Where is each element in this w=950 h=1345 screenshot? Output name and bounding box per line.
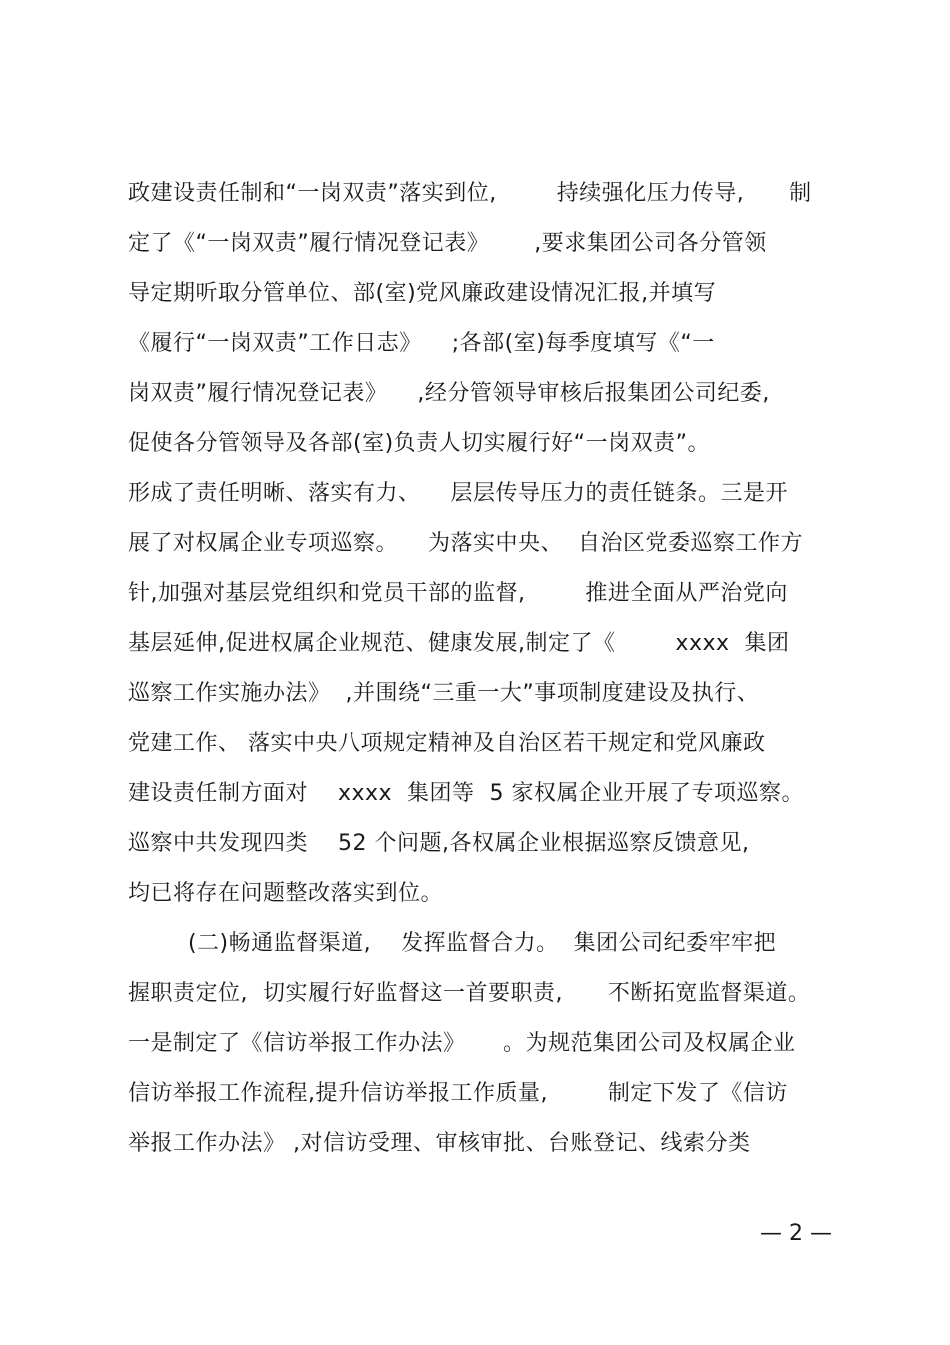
text-line: 岗双责”履行情况登记表》 ,经分管领导审核后报集团公司纪委, [128,381,770,406]
text-line: 一是制定了《信访举报工作办法》 。为规范集团公司及权属企业 [128,1031,796,1056]
text-line: 《履行“一岗双责”工作日志》 ;各部(室)每季度填写《“一 [128,331,715,356]
text-line: 定了《“一岗双责”履行情况登记表》 ,要求集团公司各分管领 [128,231,767,256]
text-line: 基层延伸,促进权属企业规范、健康发展,制定了《 xxxx 集团 [128,631,790,656]
text-line: 建设责任制方面对 xxxx 集团等 5 家权属企业开展了专项巡察。 [128,781,805,806]
text-line: 展了对权属企业专项巡察。 为落实中央、 自治区党委巡察工作方 [128,531,803,556]
text-line: 针,加强对基层党组织和党员干部的监督, 推进全面从严治党向 [128,581,788,606]
text-line: 信访举报工作流程,提升信访举报工作质量, 制定下发了《信访 [128,1081,788,1106]
page-number: — 2 — [760,1221,832,1246]
text-line: 握职责定位, 切实履行好监督这一首要职责, 不断拓宽监督渠道。 [128,981,811,1006]
text-line: (二)畅通监督渠道, 发挥监督合力。 集团公司纪委牢牢把 [128,931,777,956]
text-line: 巡察工作实施办法》 ,并围绕“三重一大”事项制度建设及执行、 [128,681,760,706]
text-line: 均已将存在问题整改落实到位。 [128,881,444,906]
text-line: 政建设责任制和“一岗双责”落实到位, 持续强化压力传导, 制 [128,181,812,206]
text-line: 促使各分管领导及各部(室)负责人切实履行好“一岗双责”。 [128,431,710,456]
text-line: 形成了责任明晰、落实有力、 层层传导压力的责任链条。三是开 [128,481,788,506]
body-text [128,174,833,1174]
text-line: 举报工作办法》 ,对信访受理、审核审批、台账登记、线索分类 [128,1131,751,1156]
text-line: 导定期听取分管单位、部(室)党风廉政建设情况汇报,并填写 [128,281,717,306]
text-line: 巡察中共发现四类 52 个问题,各权属企业根据巡察反馈意见, [128,831,750,856]
text-line: 党建工作、 落实中央八项规定精神及自治区若干规定和党风廉政 [128,731,766,756]
